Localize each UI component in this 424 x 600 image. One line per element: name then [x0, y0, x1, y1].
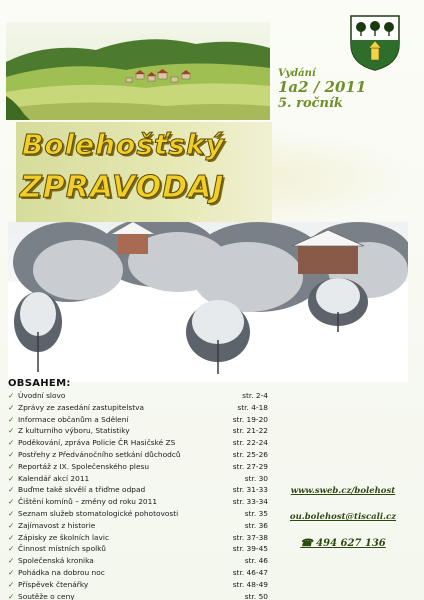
contents-list	[8, 391, 268, 600]
title-glow	[260, 130, 410, 226]
title-line-2: ZPRAVODAJ	[20, 170, 225, 205]
contents-item-pages: str. 36	[244, 520, 268, 530]
check-icon: ✓	[8, 567, 15, 577]
contents-item-pages: str. 4-18	[237, 402, 268, 412]
check-icon: ✓	[8, 532, 15, 542]
check-icon: ✓	[8, 556, 15, 566]
check-icon: ✓	[8, 497, 15, 507]
contents-item	[8, 403, 268, 415]
contents-item-title: Činnost místních spolků	[18, 544, 106, 554]
contents-item-title: Poděkování, zpráva Policie ČR Hasičské ZS	[18, 438, 176, 448]
contents-item	[8, 450, 268, 462]
table-of-contents	[8, 378, 268, 600]
landscape-painting	[6, 22, 270, 120]
coat-of-arms-icon	[349, 14, 401, 72]
contents-item-pages: str. 31-33	[232, 485, 268, 495]
contents-item-title: Seznam služeb stomatologické pohotovosti	[18, 508, 179, 518]
check-icon: ✓	[8, 402, 15, 412]
contents-item-pages: str. 33-34	[232, 497, 268, 507]
contents-item-title: Příspěvek čtenářky	[18, 579, 89, 589]
contents-item-title: Čištění komínů – změny od roku 2011	[18, 497, 158, 507]
contact-info	[270, 486, 416, 565]
title-line-1: Bolehošťský	[22, 128, 225, 161]
contents-item	[8, 568, 268, 580]
check-icon: ✓	[8, 438, 15, 448]
contents-item	[8, 474, 268, 486]
check-icon: ✓	[8, 391, 15, 400]
contents-item	[8, 533, 268, 545]
contents-item-title: Postřehy z Předvánočního setkání důchodců	[18, 449, 181, 459]
contents-item-pages: str. 48-49	[232, 579, 268, 589]
contents-item-title: Pohádka na dobrou noc	[18, 567, 105, 577]
contents-item-title: Zajímavost z historie	[18, 520, 96, 530]
contents-item-pages: str. 19-20	[232, 414, 268, 424]
contents-item-title: Reportáž z IX. Společenského plesu	[18, 461, 150, 471]
issue-year: 5. ročník	[278, 96, 343, 111]
check-icon: ✓	[8, 485, 15, 495]
contents-item-pages: str. 39-45	[232, 544, 268, 554]
issue-number: 1a2 / 2011	[278, 78, 367, 96]
contents-item	[8, 521, 268, 533]
check-icon: ✓	[8, 473, 15, 483]
winter-photo	[8, 222, 408, 382]
contents-item-pages: str. 25-26	[232, 449, 268, 459]
check-icon: ✓	[8, 508, 15, 518]
phone-number: ☎ 494 627 136	[300, 538, 386, 549]
contents-item-title: Společenská kronika	[18, 556, 94, 566]
contents-item-pages: str. 50	[244, 591, 268, 600]
contents-item-pages: str. 21-22	[232, 426, 268, 436]
contents-item-title: Buďme takě skvělí a třiďme odpad	[18, 485, 146, 495]
contents-item-title: Úvodní slovo	[18, 391, 66, 400]
website-link[interactable]: www.sweb.cz/bolehost	[290, 486, 396, 496]
contents-heading: OBSAHEM:	[8, 378, 71, 389]
contents-item	[8, 438, 268, 450]
contents-item	[8, 556, 268, 568]
contents-item-pages: str. 35	[244, 508, 268, 518]
check-icon: ✓	[8, 544, 15, 554]
contents-item	[8, 485, 268, 497]
contents-item-pages: str. 46-47	[232, 567, 268, 577]
contents-item	[8, 580, 268, 592]
issue-label: Vydání	[278, 68, 316, 79]
contents-item-title: Z kulturního výboru, Statistiky	[18, 426, 130, 436]
contents-item	[8, 415, 268, 427]
contents-item	[8, 544, 268, 556]
contents-item-pages: str. 27-29	[232, 461, 268, 471]
email-link[interactable]: ou.bolehost@tiscali.cz	[289, 512, 397, 522]
check-icon: ✓	[8, 591, 15, 600]
check-icon: ✓	[8, 426, 15, 436]
check-icon: ✓	[8, 414, 15, 424]
contents-item-title: Zápisky ze školních lavic	[18, 532, 110, 542]
contents-item-pages: str. 46	[244, 556, 268, 566]
contents-item-title: Informace občanům a Sdělení	[18, 414, 129, 424]
check-icon: ✓	[8, 520, 15, 530]
contents-item-title: Zprávy ze zasedání zastupitelstva	[18, 402, 145, 412]
contents-item-title: Kalendář akcí 2011	[18, 473, 90, 483]
contents-item	[8, 509, 268, 521]
check-icon: ✓	[8, 579, 15, 589]
check-icon: ✓	[8, 449, 15, 459]
contents-item-pages: str. 2-4	[242, 391, 268, 400]
check-icon: ✓	[8, 461, 15, 471]
issue-info	[278, 68, 388, 111]
contents-item	[8, 462, 268, 474]
contents-item	[8, 391, 268, 403]
contents-item-pages: str. 22-24	[232, 438, 268, 448]
contents-item	[8, 592, 268, 600]
contents-item-pages: str. 37-38	[232, 532, 268, 542]
contents-item	[8, 497, 268, 509]
contents-item	[8, 426, 268, 438]
contents-item-title: Soutěže o ceny	[18, 591, 75, 600]
contents-item-pages: str. 30	[244, 473, 268, 483]
